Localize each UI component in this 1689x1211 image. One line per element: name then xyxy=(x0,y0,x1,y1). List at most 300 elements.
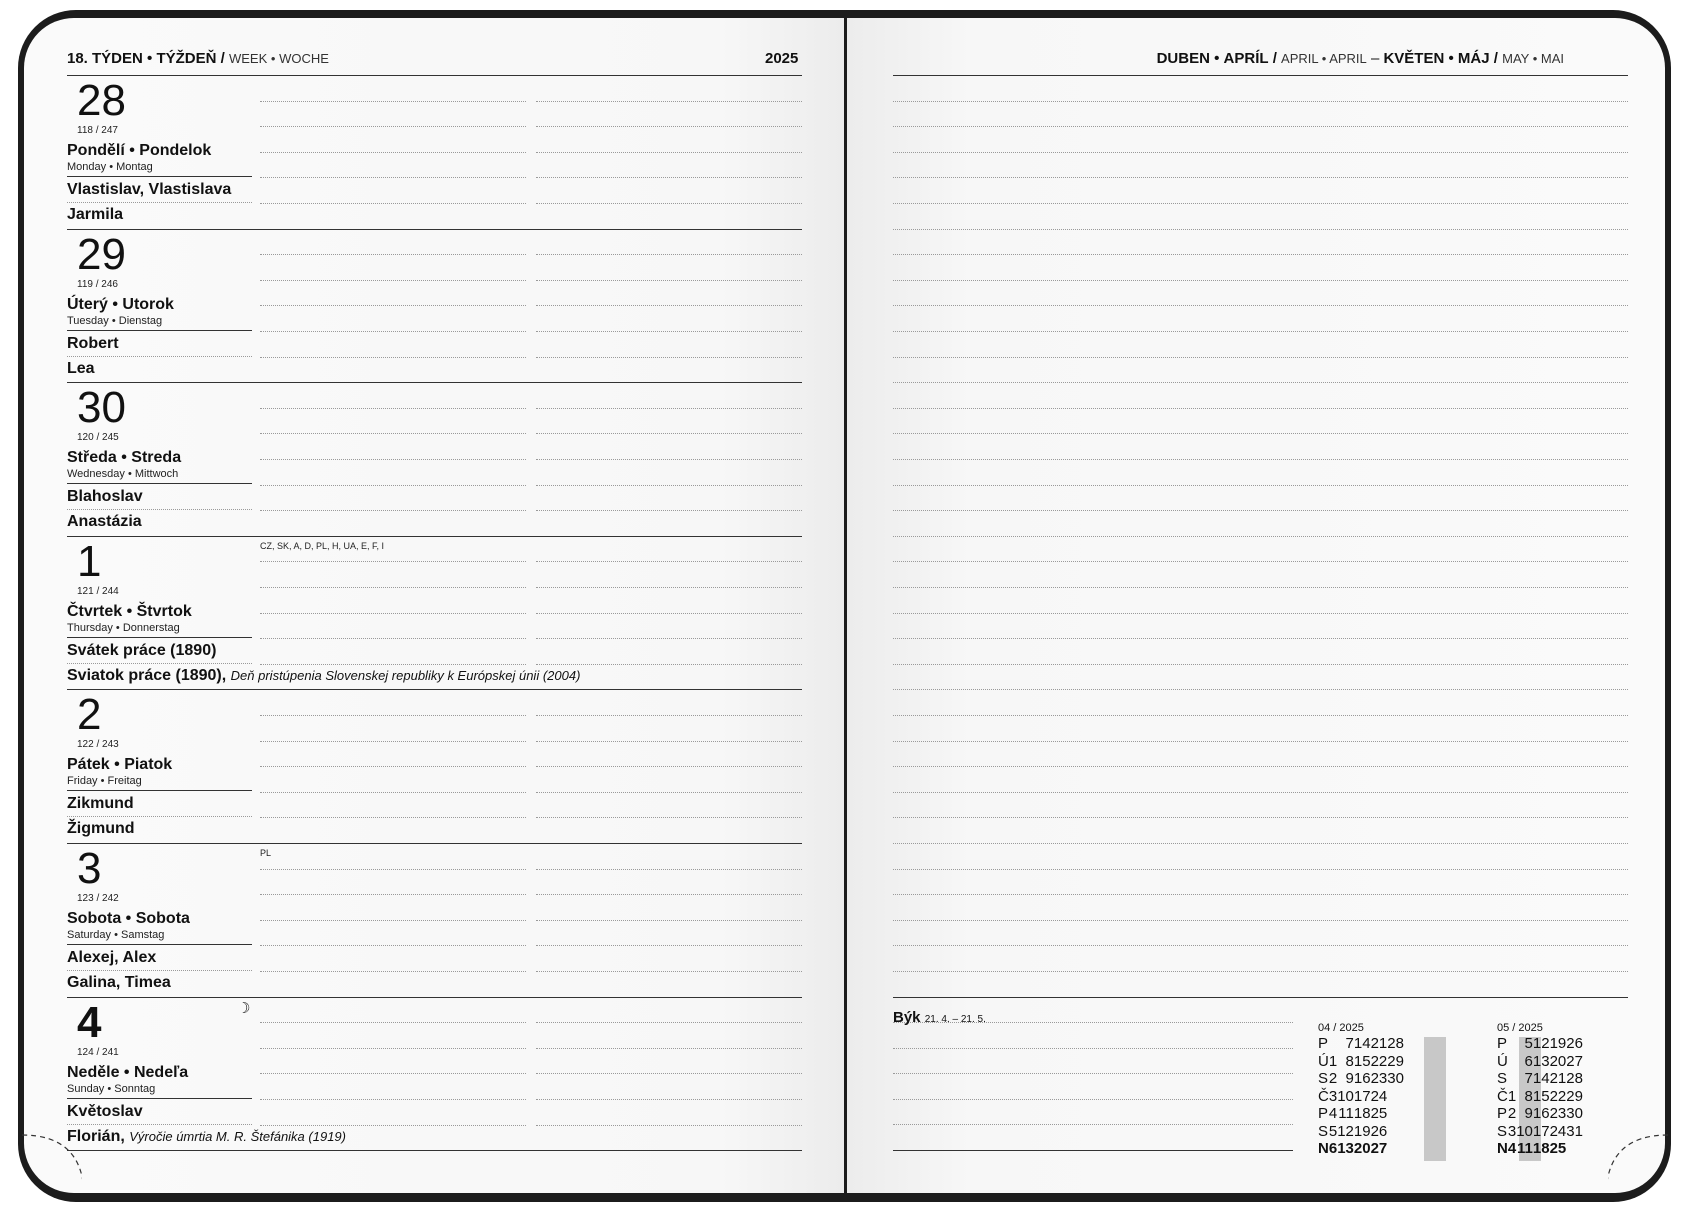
calendar-day: 6 xyxy=(1328,1140,1338,1157)
calendar-row xyxy=(1497,1088,1583,1106)
notes-line xyxy=(893,382,1628,383)
nameday-sk xyxy=(67,513,142,531)
calendar-row xyxy=(1318,1070,1404,1088)
day-separator xyxy=(67,536,802,537)
writing-line xyxy=(260,305,526,306)
notes-line xyxy=(893,177,1628,178)
nameday-sk-text: Anastázia xyxy=(67,513,142,531)
notes-line xyxy=(893,331,1628,332)
day-of-year: 122 / 243 xyxy=(77,739,119,751)
writing-line xyxy=(536,971,802,972)
writing-line xyxy=(536,177,802,178)
writing-line xyxy=(536,613,802,614)
calendar-day: 13 xyxy=(1532,1052,1550,1070)
writing-line xyxy=(536,203,802,204)
notes-line xyxy=(893,587,1628,588)
calendar-row xyxy=(1318,1088,1404,1106)
notes-line xyxy=(893,971,1628,972)
writing-line xyxy=(260,792,526,793)
calendar-day: 2 xyxy=(1328,1070,1338,1087)
notes-line xyxy=(893,305,1628,306)
calendar-day: 17 xyxy=(1532,1122,1550,1140)
writing-line xyxy=(536,357,802,358)
nameday-sk-text: Jarmila xyxy=(67,206,124,223)
nameday-sk xyxy=(67,206,123,224)
calendar-day: 30 xyxy=(1566,1105,1583,1122)
calendar-row xyxy=(1497,1123,1583,1141)
calendar-day: 17 xyxy=(1353,1087,1371,1105)
writing-line xyxy=(260,1022,526,1023)
month1-cz: DUBEN xyxy=(1156,50,1210,67)
month2-en: MAY xyxy=(1502,51,1530,66)
notes-bottom-rule xyxy=(893,997,1628,998)
notes-line xyxy=(893,280,1628,281)
calendar-day: 11 xyxy=(1338,1105,1354,1122)
writing-line xyxy=(260,664,526,665)
day-number: 30 xyxy=(77,383,126,433)
writing-line xyxy=(260,869,526,870)
writing-line xyxy=(260,152,526,153)
right-corner-arc xyxy=(1608,1133,1668,1193)
calendar-day: 20 xyxy=(1353,1140,1371,1157)
writing-line xyxy=(536,715,802,716)
zodiac-label: Býk 21. 4. – 21. 5. xyxy=(893,1009,986,1026)
calendar-day: 11 xyxy=(1517,1140,1533,1157)
weekday-name-en-de: Wednesday • Mittwoch xyxy=(67,468,179,481)
nameday-rule xyxy=(67,356,252,357)
writing-line xyxy=(536,408,802,409)
notes-line xyxy=(893,894,1628,895)
calendar-day: 16 xyxy=(1353,1070,1371,1087)
notes-line xyxy=(893,638,1628,639)
calendar-day xyxy=(1329,1035,1337,1053)
calendar-day: 14 xyxy=(1353,1035,1371,1052)
calendar-day xyxy=(1566,1140,1583,1158)
weekday-letter: Č xyxy=(1497,1087,1508,1105)
calendar-day: 16 xyxy=(1532,1105,1550,1122)
notes-line xyxy=(893,843,1628,844)
calendar-row xyxy=(1497,1053,1583,1071)
calendar-day: 4 xyxy=(1328,1105,1338,1122)
calendar-day: 29 xyxy=(1566,1087,1583,1105)
day-number: 1 xyxy=(77,536,102,586)
writing-line xyxy=(536,152,802,153)
writing-line xyxy=(536,766,802,767)
zodiac-line xyxy=(893,1048,1293,1049)
nameday-rule xyxy=(67,202,252,203)
notes-line xyxy=(893,126,1628,127)
writing-line xyxy=(260,203,526,204)
weekday-name: Úterý • Utorok xyxy=(67,295,174,313)
weekday-name: Čtvrtek • Štvrtok xyxy=(67,602,192,620)
calendar-day: 15 xyxy=(1353,1052,1371,1070)
day-number: 28 xyxy=(77,76,126,125)
calendar-day: 20 xyxy=(1549,1052,1567,1070)
calendar-day: 3 xyxy=(1507,1122,1517,1140)
weekday-name-en-de: Thursday • Donnerstag xyxy=(67,621,180,634)
writing-line xyxy=(536,433,802,434)
writing-line xyxy=(536,331,802,332)
calendar-day: 5 xyxy=(1328,1122,1338,1140)
writing-line xyxy=(260,613,526,614)
nameday-rule xyxy=(67,509,252,510)
month2-de: MAI xyxy=(1540,51,1564,66)
calendar-day: 8 xyxy=(1524,1087,1533,1105)
calendar-day xyxy=(1508,1035,1516,1053)
writing-line xyxy=(536,126,802,127)
notes-line xyxy=(893,613,1628,614)
writing-line xyxy=(536,254,802,255)
writing-line xyxy=(260,1099,526,1100)
notes-line xyxy=(893,664,1628,665)
writing-line xyxy=(536,1099,802,1100)
calendar-day: 2 xyxy=(1507,1105,1517,1122)
notes-line xyxy=(893,945,1628,946)
writing-line xyxy=(260,408,526,409)
zodiac-line xyxy=(893,1073,1293,1074)
day-separator xyxy=(67,843,802,844)
writing-line xyxy=(536,1022,802,1023)
nameday-rule xyxy=(67,1124,252,1125)
calendar-day: 29 xyxy=(1387,1052,1404,1070)
year-label: 2025 xyxy=(765,50,799,67)
calendar-day: 25 xyxy=(1549,1140,1567,1157)
notes-line xyxy=(893,510,1628,511)
calendar-day: 21 xyxy=(1549,1070,1567,1087)
notes-line xyxy=(893,433,1628,434)
writing-line xyxy=(536,817,802,818)
weekday-letter: P xyxy=(1497,1035,1508,1052)
writing-line xyxy=(536,1125,802,1126)
weekday-rule xyxy=(67,1098,252,1099)
notes-line xyxy=(893,229,1628,230)
calendar-day: 3 xyxy=(1328,1087,1338,1105)
writing-line xyxy=(260,817,526,818)
calendar-day: 19 xyxy=(1353,1122,1371,1140)
notes-line xyxy=(893,152,1628,153)
writing-line xyxy=(260,715,526,716)
calendar-day: 12 xyxy=(1532,1035,1550,1052)
calendar-day: 26 xyxy=(1370,1122,1388,1140)
nameday-cz: Vlastislav, Vlastislava xyxy=(67,181,232,198)
calendar-day: 31 xyxy=(1566,1122,1583,1140)
writing-line xyxy=(536,459,802,460)
calendar-table xyxy=(1318,1035,1404,1158)
day-of-year: 118 / 247 xyxy=(77,125,118,136)
moon-phase-icon: ☽ xyxy=(237,999,251,1017)
month1-de: APRIL xyxy=(1329,51,1367,66)
day-number: 3 xyxy=(77,844,102,893)
week-label-en: WEEK xyxy=(228,51,268,66)
day-separator xyxy=(67,689,802,690)
calendar-day: 5 xyxy=(1524,1035,1533,1052)
month-boundary-shade xyxy=(1424,1037,1446,1161)
calendar-day: 27 xyxy=(1566,1052,1583,1070)
zodiac-line xyxy=(893,1099,1293,1100)
nameday-rule xyxy=(67,970,252,971)
calendar-day: 8 xyxy=(1345,1052,1354,1070)
notes-line xyxy=(893,920,1628,921)
calendar-row xyxy=(1318,1053,1404,1071)
calendar-day: 28 xyxy=(1387,1035,1404,1052)
day-separator xyxy=(67,997,802,998)
notes-line xyxy=(893,485,1628,486)
calendar-day: 10 xyxy=(1516,1122,1533,1140)
calendar-day: 1 xyxy=(1328,1052,1338,1070)
weekday-name-en-de: Friday • Freitag xyxy=(67,775,142,788)
notes-line xyxy=(893,408,1628,409)
weekday-name-en-de: Sunday • Sonntag xyxy=(67,1082,156,1095)
writing-line xyxy=(260,280,526,281)
right-header-rule xyxy=(893,75,1628,76)
writing-line xyxy=(260,485,526,486)
day-number: 29 xyxy=(77,229,126,279)
nameday-rule xyxy=(67,663,252,664)
nameday-sk xyxy=(67,1128,346,1146)
weekday-letter: Č xyxy=(1318,1087,1329,1105)
day-separator xyxy=(67,1150,802,1151)
writing-line xyxy=(260,126,526,127)
calendar-day: 22 xyxy=(1370,1052,1388,1070)
notes-line xyxy=(893,741,1628,742)
notes-line xyxy=(893,715,1628,716)
calendar-day: 10 xyxy=(1337,1087,1354,1105)
writing-line xyxy=(260,945,526,946)
left-header-rule xyxy=(67,75,802,76)
calendar-day: 14 xyxy=(1532,1070,1550,1087)
week-label: 18. TÝDEN xyxy=(67,50,143,67)
writing-line xyxy=(260,510,526,511)
nameday-sk-text: Florián, xyxy=(67,1127,125,1145)
writing-line xyxy=(260,920,526,921)
calendar-day: 9 xyxy=(1345,1070,1354,1087)
writing-line xyxy=(536,920,802,921)
memorial-note: Výročie úmrtia M. R. Štefánika (1919) xyxy=(129,1128,346,1144)
weekday-letter: P xyxy=(1318,1105,1329,1122)
calendar-day xyxy=(1387,1140,1404,1158)
month2-sk: MÁJ xyxy=(1457,50,1490,67)
writing-line xyxy=(536,485,802,486)
week-header: 18. TÝDEN • TÝŽDEŇ / WEEK • WOCHE xyxy=(67,50,329,67)
day-separator xyxy=(67,229,802,230)
calendar-row xyxy=(1318,1105,1404,1123)
writing-line xyxy=(536,1048,802,1049)
weekday-letter: S xyxy=(1497,1070,1508,1087)
calendar-day xyxy=(1387,1088,1404,1106)
weekday-letter: S xyxy=(1497,1122,1508,1140)
calendar-day: 18 xyxy=(1532,1140,1550,1157)
holiday-countries: CZ, SK, A, D, PL, H, UA, E, F, I xyxy=(260,540,385,551)
weekday-rule xyxy=(67,637,252,638)
calendar-day: 27 xyxy=(1370,1140,1388,1157)
calendar-day: 19 xyxy=(1549,1035,1567,1052)
calendar-day: 25 xyxy=(1370,1105,1388,1122)
calendar-day: 23 xyxy=(1370,1070,1388,1087)
notes-line xyxy=(893,792,1628,793)
writing-line xyxy=(260,971,526,972)
notes-line xyxy=(893,817,1628,818)
writing-line xyxy=(260,331,526,332)
day-of-year: 121 / 244 xyxy=(77,585,119,597)
notes-line xyxy=(893,689,1628,690)
nameday-sk-text: Lea xyxy=(67,359,95,377)
calendar-row xyxy=(1497,1070,1583,1088)
writing-line xyxy=(260,177,526,178)
weekday-rule xyxy=(67,944,252,945)
notes-line xyxy=(893,766,1628,767)
weekday-name: Sobota • Sobota xyxy=(67,910,190,927)
notes-line xyxy=(893,203,1628,204)
left-corner-arc xyxy=(22,1133,82,1193)
writing-line xyxy=(536,664,802,665)
weekday-name: Středa • Streda xyxy=(67,449,182,467)
calendar-day: 13 xyxy=(1337,1140,1354,1157)
calendar-day: 7 xyxy=(1524,1070,1533,1087)
weekday-letter: S xyxy=(1318,1070,1329,1087)
weekday-name-en-de: Tuesday • Dienstag xyxy=(67,314,163,327)
calendar-day: 26 xyxy=(1566,1035,1583,1052)
writing-line xyxy=(536,792,802,793)
nameday-sk-text: Galina, Timea xyxy=(67,974,171,991)
writing-line xyxy=(536,894,802,895)
calendar-day: 24 xyxy=(1370,1087,1388,1105)
notes-line xyxy=(893,869,1628,870)
nameday-sk-text: Žigmund xyxy=(67,820,135,838)
weekday-letter: S xyxy=(1318,1122,1329,1140)
writing-line xyxy=(260,638,526,639)
writing-line xyxy=(536,945,802,946)
calendar-day: 18 xyxy=(1353,1105,1371,1122)
calendar-day xyxy=(1508,1053,1516,1071)
writing-line xyxy=(260,254,526,255)
writing-line xyxy=(536,561,802,562)
writing-line xyxy=(536,280,802,281)
calendar-row xyxy=(1318,1140,1404,1158)
calendar-day xyxy=(1387,1105,1404,1123)
calendar-table xyxy=(1497,1035,1583,1158)
weekday-letter: Ú xyxy=(1497,1052,1508,1070)
weekday-name: Pátek • Piatok xyxy=(67,756,173,774)
calendar-day: 22 xyxy=(1549,1087,1567,1105)
day-of-year: 120 / 245 xyxy=(77,432,119,444)
weekday-letter: N xyxy=(1318,1140,1329,1157)
weekday-rule xyxy=(67,330,252,331)
weekday-rule xyxy=(67,176,252,177)
nameday-cz: Robert xyxy=(67,334,119,352)
memorial-note: Deň pristúpenia Slovenskej republiky k Európskej únii (2004) xyxy=(230,667,581,683)
weekday-rule xyxy=(67,790,252,791)
writing-line xyxy=(260,894,526,895)
weekday-name-en-de: Saturday • Samstag xyxy=(67,929,165,941)
calendar-day: 9 xyxy=(1524,1105,1533,1122)
calendar-row xyxy=(1497,1105,1583,1123)
weekday-letter: Ú xyxy=(1318,1052,1329,1070)
day-number: 2 xyxy=(77,690,102,740)
notes-line xyxy=(893,357,1628,358)
zodiac-bottom-rule xyxy=(893,1150,1293,1151)
nameday-sk xyxy=(67,974,171,992)
holiday-countries: PL xyxy=(260,848,272,858)
calendar-day: 1 xyxy=(1507,1087,1517,1105)
writing-line xyxy=(260,459,526,460)
nameday-cz: Zikmund xyxy=(67,795,134,813)
nameday-rule xyxy=(67,816,252,817)
weekday-name: Neděle • Nedeľa xyxy=(67,1063,189,1081)
calendar-day: 24 xyxy=(1549,1122,1567,1140)
month-header: DUBEN • APRÍL / APRIL • APRIL – KVĚTEN • MÁJ / MAY • MAI xyxy=(1156,50,1564,67)
nameday-sk xyxy=(67,667,580,685)
calendar-day: 4 xyxy=(1507,1140,1517,1157)
nameday-cz: Svátek práce (1890) xyxy=(67,641,217,659)
weekday-letter: P xyxy=(1318,1035,1329,1052)
day-of-year: 119 / 246 xyxy=(77,278,118,290)
writing-line xyxy=(536,101,802,102)
week-label-sk: TÝŽDEŇ xyxy=(156,50,217,67)
month1-en: APRIL xyxy=(1281,51,1319,66)
calendar-day xyxy=(1387,1123,1404,1141)
day-of-year: 123 / 242 xyxy=(77,893,119,904)
nameday-cz: Blahoslav xyxy=(67,488,143,506)
calendar-day: 12 xyxy=(1337,1122,1354,1140)
nameday-sk xyxy=(67,820,135,838)
notes-line xyxy=(893,459,1628,460)
writing-line xyxy=(260,101,526,102)
calendar-row xyxy=(1318,1123,1404,1141)
writing-line xyxy=(536,1073,802,1074)
weekday-letter: N xyxy=(1497,1140,1508,1157)
zodiac-line xyxy=(893,1124,1293,1125)
calendar-day: 6 xyxy=(1524,1052,1533,1070)
calendar-row xyxy=(1318,1035,1404,1053)
calendar-day: 23 xyxy=(1549,1105,1567,1122)
weekday-name: Pondělí • Pondelok xyxy=(67,142,212,159)
nameday-sk xyxy=(67,360,95,378)
calendar-day: 28 xyxy=(1566,1070,1583,1087)
writing-line xyxy=(260,1073,526,1074)
month1-sk: APRÍL xyxy=(1223,50,1269,67)
writing-line xyxy=(536,741,802,742)
notes-line xyxy=(893,561,1628,562)
notes-line xyxy=(893,536,1628,537)
calendar-day: 21 xyxy=(1370,1035,1388,1052)
calendar-day: 15 xyxy=(1532,1087,1550,1105)
weekday-name-en-de: Monday • Montag xyxy=(67,161,153,173)
writing-line xyxy=(260,741,526,742)
writing-line xyxy=(536,587,802,588)
day-number: 4 xyxy=(77,997,102,1047)
nameday-sk-text: Sviatok práce (1890), xyxy=(67,666,227,684)
writing-line xyxy=(536,869,802,870)
calendar-day: 7 xyxy=(1345,1035,1354,1052)
writing-line xyxy=(260,561,526,562)
calendar-day: 30 xyxy=(1387,1070,1404,1087)
notes-line xyxy=(893,254,1628,255)
week-label-de: WOCHE xyxy=(279,51,329,66)
weekday-rule xyxy=(67,483,252,484)
calendar-row xyxy=(1497,1035,1583,1053)
month2-cz: KVĚTEN xyxy=(1383,50,1445,67)
writing-line xyxy=(536,510,802,511)
writing-line xyxy=(536,638,802,639)
calendar-day xyxy=(1508,1070,1516,1088)
notes-line xyxy=(893,101,1628,102)
zodiac-range: 21. 4. – 21. 5. xyxy=(924,1014,986,1025)
writing-line xyxy=(260,1125,526,1126)
nameday-cz: Alexej, Alex xyxy=(67,949,157,966)
writing-line xyxy=(536,305,802,306)
calendar-title: 05 / 2025 xyxy=(1497,1022,1543,1034)
writing-line xyxy=(260,587,526,588)
